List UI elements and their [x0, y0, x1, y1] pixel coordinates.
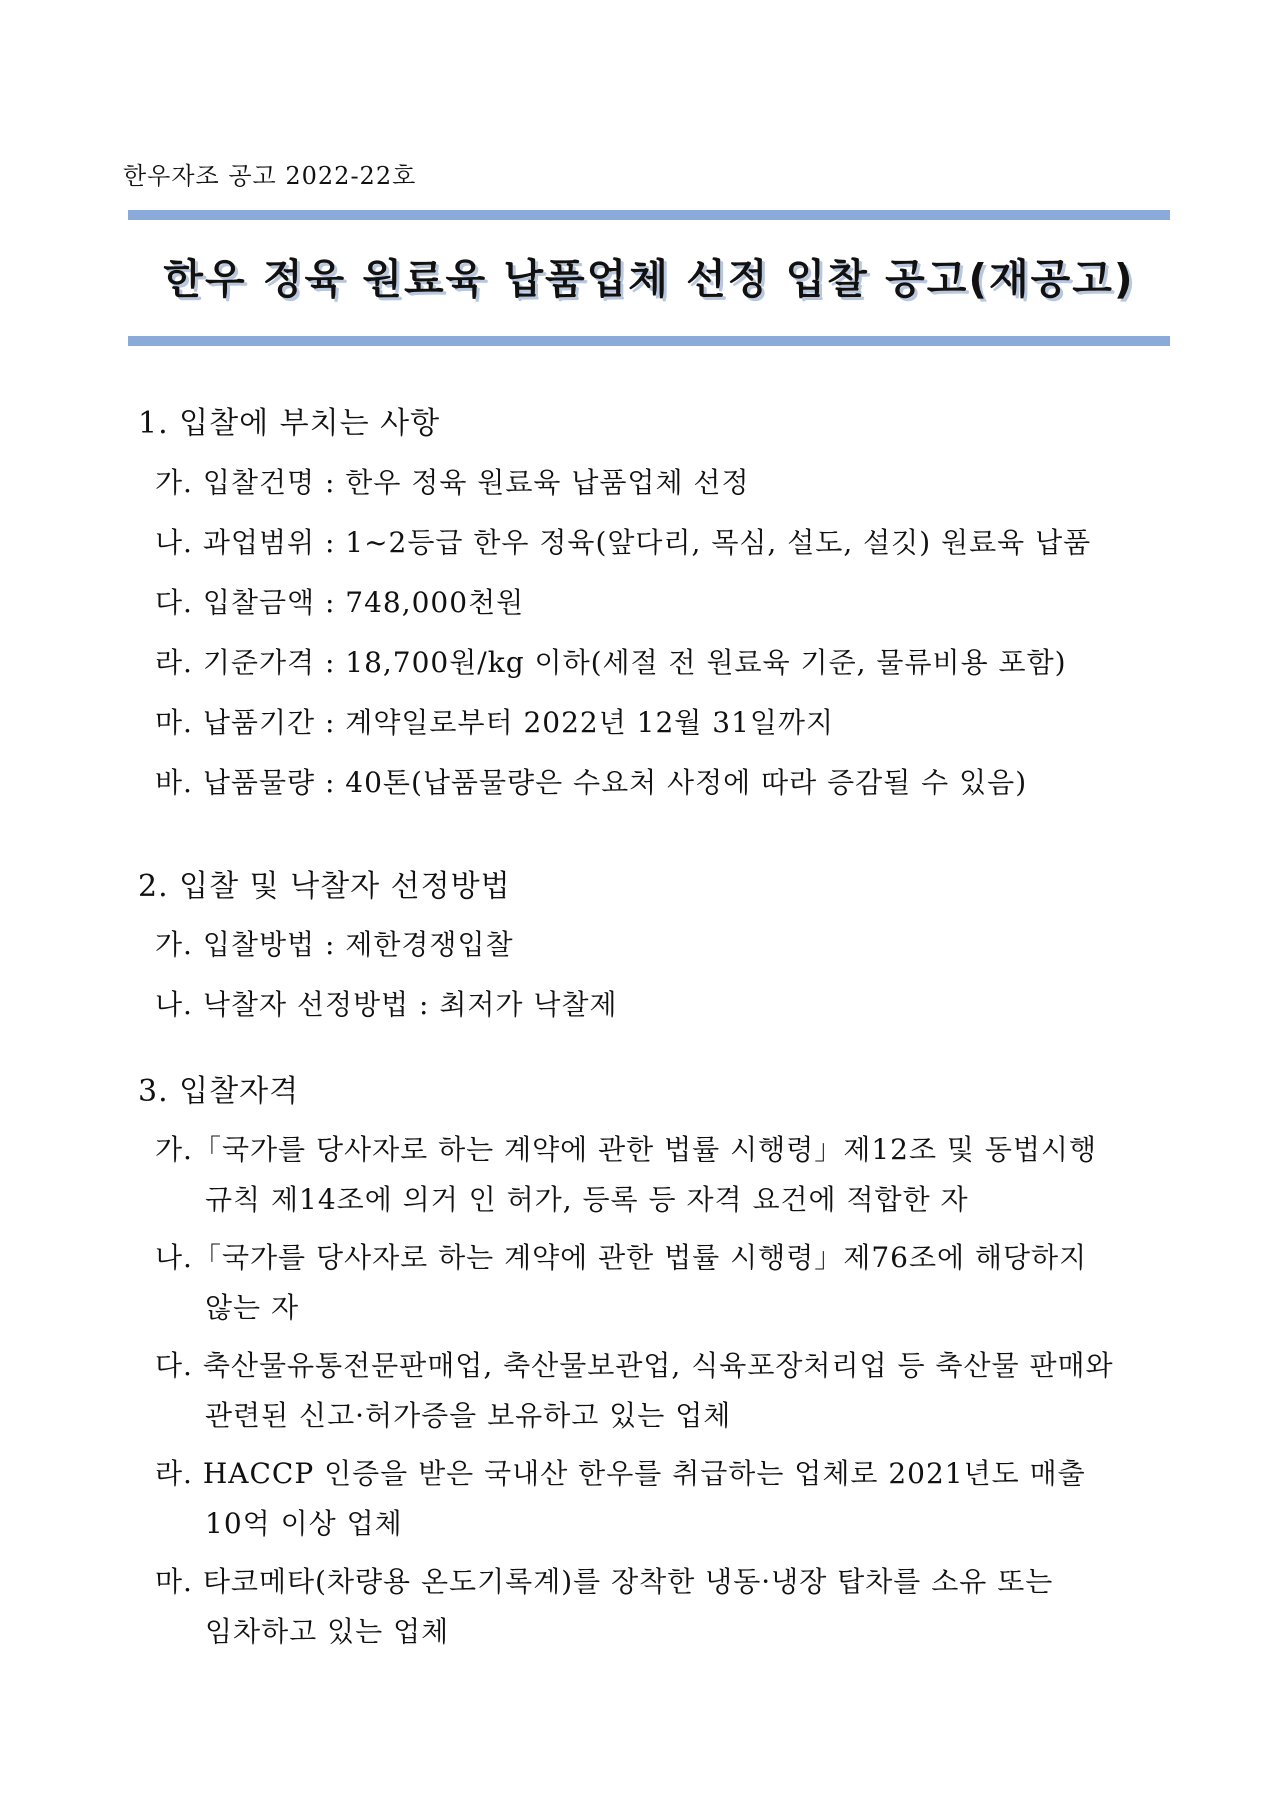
section-heading-selection-method: 2. 입찰 및 낙찰자 선정방법 [138, 869, 511, 904]
list-item: 마. 납품기간 : 계약일로부터 2022년 12월 31일까지 [155, 706, 835, 739]
list-item-continuation: 않는 자 [205, 1291, 300, 1324]
list-item: 다. 입찰금액 : 748,000천원 [155, 586, 525, 619]
list-item-line: 마. 타코메타(차량용 온도기록계)를 장착한 냉동·냉장 탑차를 소유 또는 [155, 1565, 1054, 1598]
list-item [155, 1560, 1170, 1650]
list-item [155, 1452, 1170, 1542]
list-item [155, 1344, 1170, 1434]
section-heading-qualifications: 3. 입찰자격 [138, 1074, 300, 1109]
list-item-continuation: 10억 이상 업체 [205, 1507, 403, 1540]
list-item-line: 나.「국가를 당사자로 하는 계약에 관한 법률 시행령」제76조에 해당하지 [155, 1241, 1088, 1274]
list-item [155, 1128, 1170, 1218]
list-item-continuation: 임차하고 있는 업체 [205, 1615, 450, 1648]
top-divider-bar [128, 210, 1170, 220]
list-item-line: 라. HACCP 인증을 받은 국내산 한우를 취급하는 업체로 2021년도 매출 [155, 1457, 1086, 1490]
list-item-line: 가.「국가를 당사자로 하는 계약에 관한 법률 시행령」제12조 및 동법시행 [155, 1133, 1098, 1166]
bottom-divider-bar [128, 336, 1170, 346]
list-item-continuation: 규칙 제14조에 의거 인 허가, 등록 등 자격 요건에 적합한 자 [205, 1183, 969, 1216]
notice-number: 한우자조 공고 2022-22호 [123, 162, 417, 190]
page-title: 한우 정육 원료육 납품업체 선정 입찰 공고(재공고) [163, 255, 1135, 303]
section-heading-bid-subject: 1. 입찰에 부치는 사항 [138, 406, 441, 441]
list-item: 라. 기준가격 : 18,700원/kg 이하(세절 전 원료육 기준, 물류비용 포함) [155, 646, 1067, 679]
list-item-continuation: 관련된 신고·허가증을 보유하고 있는 업체 [205, 1399, 732, 1432]
list-item: 가. 입찰방법 : 제한경쟁입찰 [155, 928, 514, 961]
list-item-line: 다. 축산물유통전문판매업, 축산물보관업, 식육포장처리업 등 축산물 판매와 [155, 1349, 1114, 1382]
list-item: 나. 과업범위 : 1~2등급 한우 정육(앞다리, 목심, 설도, 설깃) 원료육 납품 [155, 526, 1092, 559]
list-item: 바. 납품물량 : 40톤(납품물량은 수요처 사정에 따라 증감될 수 있음) [155, 766, 1028, 799]
list-item [155, 1236, 1170, 1326]
list-item: 나. 낙찰자 선정방법 : 최저가 낙찰제 [155, 988, 618, 1021]
list-item: 가. 입찰건명 : 한우 정육 원료육 납품업체 선정 [155, 466, 750, 499]
